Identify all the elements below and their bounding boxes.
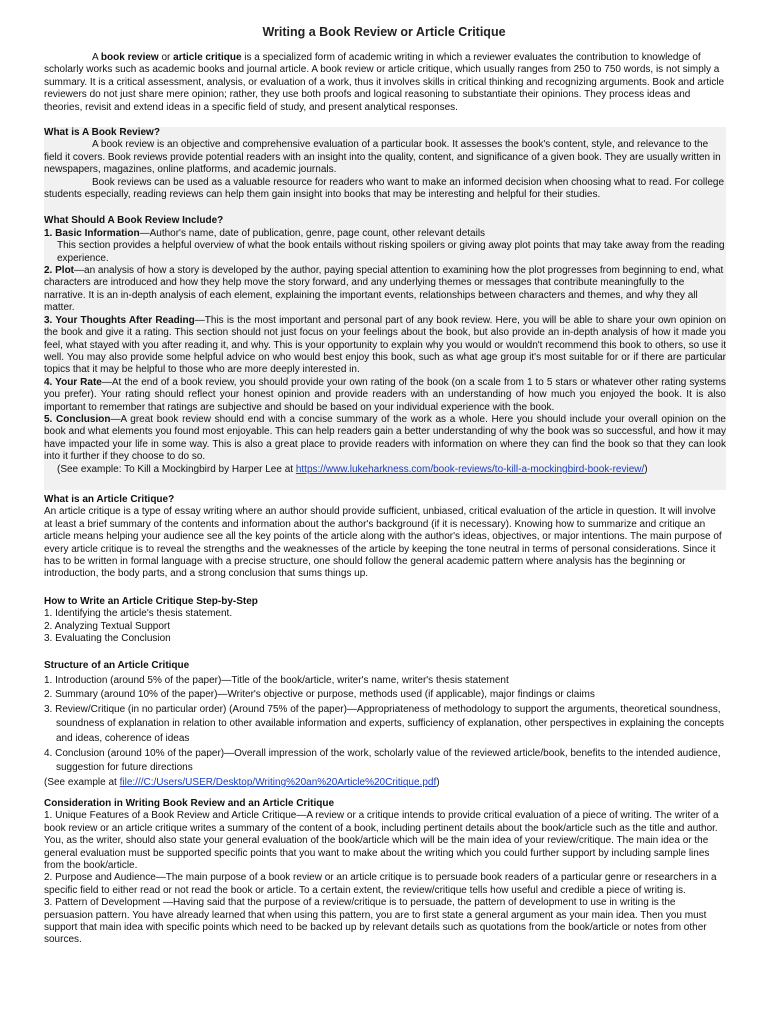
structure-section xyxy=(44,659,726,790)
list-item: 3. Review/Critique (in no particular order) (Around 75% of the paper)—Appropriateness of methodology to support the arguments, theoretical soundness, soundness of explanation in relation to other available information and experts, sufficiency of explanation, other perspectives in explaining the concepts and ideas, coherence of ideas xyxy=(44,703,725,744)
section-heading: What Should A Book Review Include? xyxy=(44,215,224,227)
example-line: (See example at file:///C:/Users/USER/Desktop/Writing%20an%20Article%20Critique.pdf) xyxy=(44,776,440,788)
section-heading: How to Write an Article Critique Step-by-Step xyxy=(44,596,258,607)
paragraph: A book review is an objective and comprehensive evaluation of a particular book. It assesses the book's content, style, and relevance to the field it covers. Book reviews provide potential readers with an insight into the quality, content, and significance of a given book. They are usually written in newspapers, magazines, online platforms, and academic journals. xyxy=(44,139,721,176)
list-item: 1. Identifying the article's thesis statement. xyxy=(44,608,233,620)
list-item: 3. Pattern of Development —Having said that the purpose of a review/critique is to persuade, the pattern of development to use in writing is the persuasion pattern. You have already learned that when using this pattern, you are to first state a general argument as your main idea. Then you must support that main idea with specific points which need to be backed up by relevant details such as quotations from the book/article or notes from other sources. xyxy=(44,897,707,946)
paragraph: An article critique is a type of essay writing where an author should provide sufficient, unbiased, critical evaluation of the article in question. It will involve at least a brief summary of the contents and information about the author's background (if it is necessary). Knowing how to summarize and critique an article means helping your audience see all the key points of the article along with the author's ideas, objectives, or major intentions. The main purpose of every article critique is to reveal the strengths and the weaknesses of the article by keeping the tone neutral in terms of personal considerations. Since it has to be written in formal language with a precise structure, one should follow the general academic pattern where analysis has the beginning or introduction, the body parts, and a strong conclusion that sums things up. xyxy=(44,506,722,580)
steps-section xyxy=(44,596,726,646)
paragraph: Book reviews can be used as a valuable resource for readers who want to make an informed decision when choosing what to read. For college students especially, reading reviews can help them gain insight into books that may be interesting and helpful for their studies. xyxy=(44,176,725,201)
section-heading: What is A Book Review? xyxy=(44,127,160,138)
list-item: 1. Introduction (around 5% of the paper)—Title of the book/article, writer's name, writer's thesis statement xyxy=(44,674,509,686)
list-item: 1. Unique Features of a Book Review and Article Critique—A review or a critique intends to provide critical evaluation of a piece of writing. The writer of a book review or an article critique writes a summary of the content of a book, including pertinent details about the book/article such as the title and author. You, as the writer, should also state your general evaluation of the book/article which will be the main idea of your review/critique. The main idea or the general evaluation must be supported specific points that you want to make about the writing which you could further support by including sample lines from the book/article. xyxy=(44,810,719,872)
intro-paragraph: A book review or article critique is a specialized form of academic writing in which a reviewer evaluates the contribution to knowledge of scholarly works such as academic books and journal article. A book review or article critique, which usually ranges from 250 to 750 words, is not simply a summary. It is a critical assessment, analysis, or evaluation of a work, thus it involves skills in critical thinking and recognizing arguments. Book and article reviewers do not just share mere opinion; rather, they use both proofs and logical reasoning to substantiate their opinions. They process ideas and theories, revisit and extend ideas in a specific field of study, and present analytical responses. xyxy=(44,52,725,113)
list-item: 2. Purpose and Audience—The main purpose of a book review or an article critique is to persuade book readers of a particular genre or researchers in a specific field to either read or not read the book or article. To a certain extent, the review/critique tells how useful and credible a piece of writing is. xyxy=(44,872,717,896)
list-item: 2. Summary (around 10% of the paper)—Writer's objective or purpose, methods used (if applicable), major findings or claims xyxy=(44,689,595,701)
example-line: (See example: To Kill a Mockingbird by Harper Lee at https://www.lukeharkness.com/book-reviews/to-kill-a-mockingbird-book-review/) xyxy=(57,463,648,475)
list-item-detail: This section provides a helpful overview of what the book entails without risking spoilers or giving away plot points that may take away from the reading experience. xyxy=(57,240,725,264)
list-item: 2. Analyzing Textual Support xyxy=(44,620,171,632)
list-item: 3. Evaluating the Conclusion xyxy=(44,633,171,645)
list-item: 4. Your Rate—At the end of a book review, you should provide your own rating of the book (on a scale from 1 to 5 stars or whatever other rating systems you prefer). Your rating should reflect your honest opinion and provide readers with an understanding of how much you enjoyed the book. It is also important to remember that ratings are subjective and should be based on your individual experience with the book. xyxy=(44,376,726,413)
example-link[interactable]: https://www.lukeharkness.com/book-reviews/to-kill-a-mockingbird-book-review/ xyxy=(295,463,645,475)
section-heading: Structure of an Article Critique xyxy=(44,660,190,671)
list-item: 3. Your Thoughts After Reading—This is the most important and personal part of any book review. Here, you will be able to share your own opinion on the book and give it a rating. This section should not just focus on your feelings about the book, but also provide an in-depth analysis of how it made you feel, what stayed with you after reading it, and why. This is your opportunity to explain why you would or wouldn't recommend this book to others, so use it well. You may also provide some helpful advice on who would best enjoy this book, such as what age group it's most suitable for or if there are particular topics that it may be helpful to those who are more deeply interested in. xyxy=(44,314,727,376)
list-item: 5. Conclusion—A great book review should end with a concise summary of the work as a whole. Here you should include your overall opinion on the book and what elements you found most enjoyable. This can help readers gain a better understanding of why the book was so successful, and how it may have impacted your life in some way. This is also a great place to provide readers with information on where they can find the book so that they can look into it further if they choose to do so. xyxy=(44,413,726,463)
list-item: 2. Plot—an analysis of how a story is developed by the author, paying special attention to examining how the plot progresses from beginning to end, what characters are introduced and how they help move the story forward, and any underlying themes or messages that contribute meaningfully to the narrative. It is an in-depth analysis of each element, explaining the important events, relationships between characters and themes, and why they all matter. xyxy=(44,265,724,314)
consideration-section xyxy=(44,798,726,947)
list-item: 1. Basic Information—Author's name, date of publication, genre, page count, other relevant details xyxy=(44,227,486,239)
section-heading: Consideration in Writing Book Review and an Article Critique xyxy=(44,798,335,809)
section-heading: What is an Article Critique? xyxy=(44,494,175,505)
example-link[interactable]: file:///C:/Users/USER/Desktop/Writing%20an%20Article%20Critique.pdf xyxy=(119,776,437,788)
list-item: 4. Conclusion (around 10% of the paper)—Overall impression of the work, scholarly value of the reviewed article/book, benefits to the intended audience, suggestion for future directions xyxy=(44,747,721,774)
page-title: Writing a Book Review or Article Critique xyxy=(262,25,506,39)
book-review-section xyxy=(44,127,726,490)
article-critique-section xyxy=(44,494,726,581)
